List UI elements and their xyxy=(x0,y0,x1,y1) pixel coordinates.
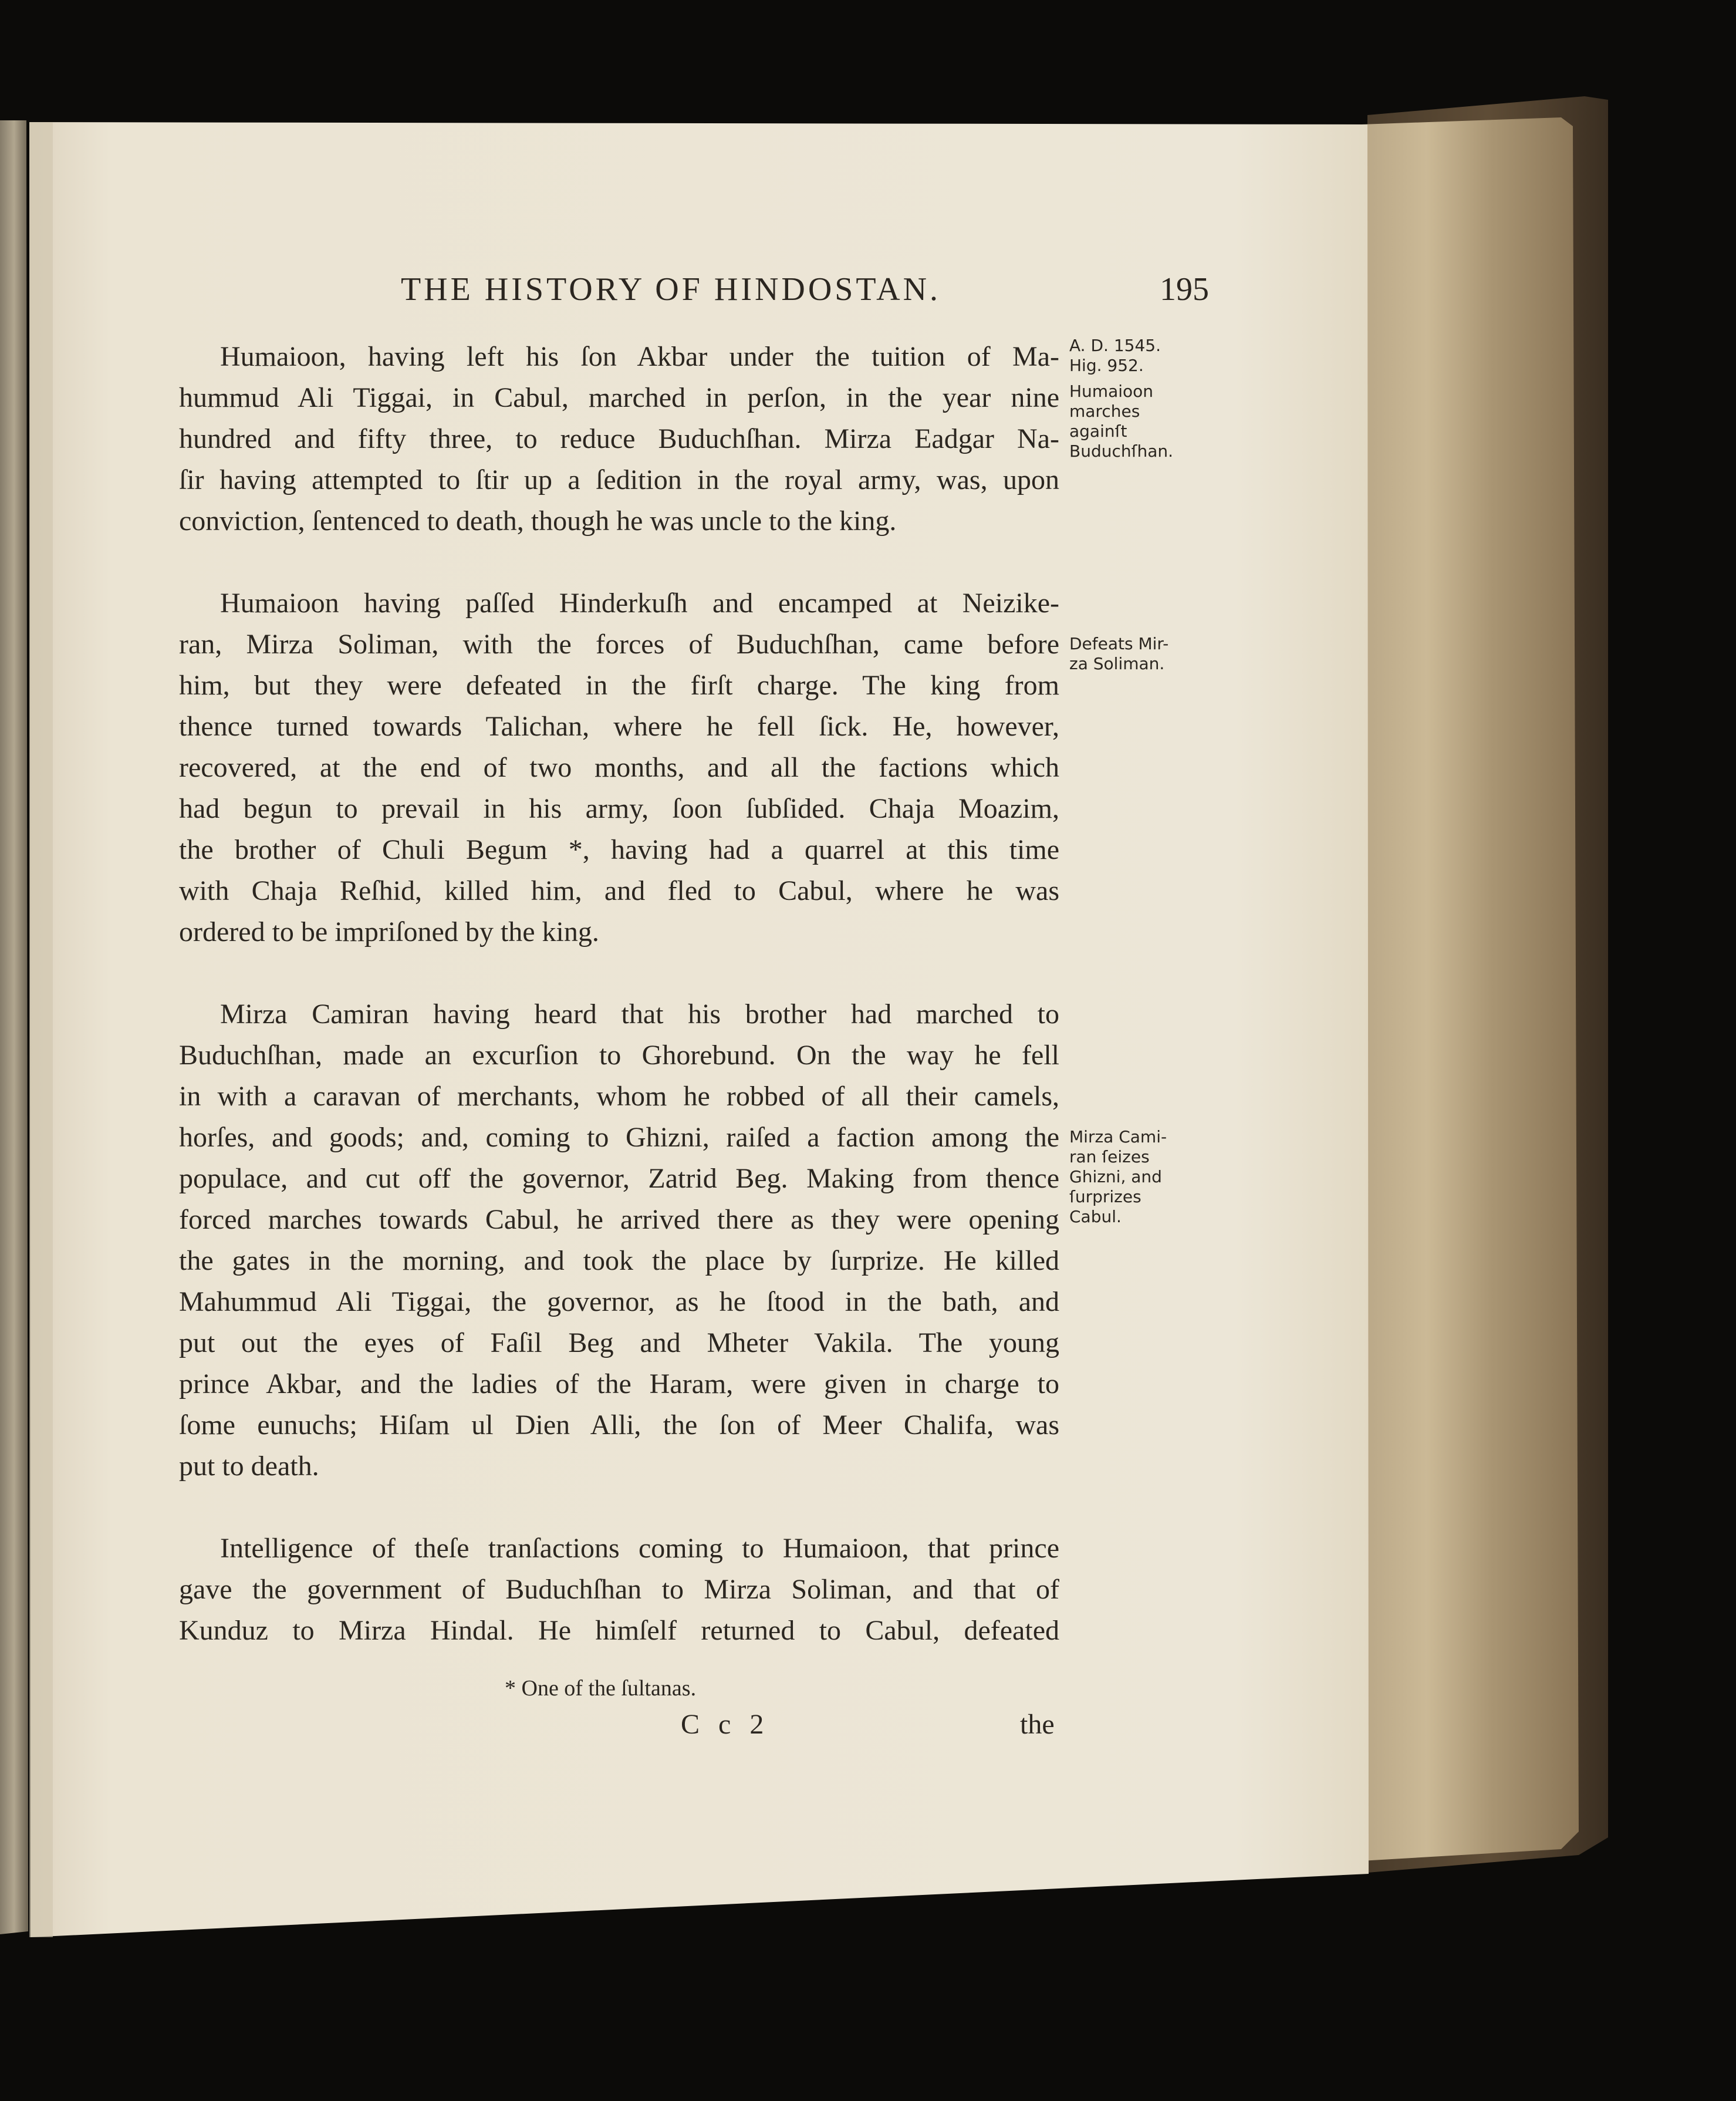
margin-note-line: againſt xyxy=(1069,421,1127,441)
text-line: Mirza Camiran having heard that his brother had marched to xyxy=(220,999,1059,1030)
text-line: Mahummud Ali Tiggai, the governor, as he ſtood in the bath, and xyxy=(179,1286,1059,1317)
text-line: Intelligence of theſe tranſactions coming to Humaioon, that prince xyxy=(220,1533,1059,1564)
text-line: populace, and cut off the governor, Zatrid Beg. Making from thence xyxy=(179,1163,1059,1194)
text-line: forced marches towards Cabul, he arrived there as they were opening xyxy=(179,1204,1059,1235)
signature-mark: C c 2 xyxy=(681,1709,770,1740)
text-line: the gates in the morning, and took the place by ſurprize. He killed xyxy=(179,1245,1059,1276)
margin-note-line: ſurprizes xyxy=(1069,1187,1141,1206)
text-line: prince Akbar, and the ladies of the Haram, were given in charge to xyxy=(179,1368,1059,1399)
margin-note-line: marches xyxy=(1069,402,1140,421)
margin-note-line: Defeats Mir- xyxy=(1069,634,1169,653)
text-line: Buduchſhan, made an excurſion to Ghorebund. On the way he fell xyxy=(179,1040,1059,1071)
text-line: ſir having attempted to ſtir up a ſedition in the royal army, was, upon xyxy=(179,464,1059,495)
text-line: him, but they were defeated in the firſt charge. The king from xyxy=(179,670,1059,701)
text-line: gave the government of Buduchſhan to Mirza Soliman, and that of xyxy=(179,1574,1059,1605)
margin-note-line: Cabul. xyxy=(1069,1207,1122,1226)
margin-note-line: Buduchſhan. xyxy=(1069,441,1174,461)
margin-note-line: ran ſeizes xyxy=(1069,1147,1150,1166)
margin-note-humaioon-marches xyxy=(1069,382,1204,461)
text-line: put to death. xyxy=(179,1451,319,1482)
text-line: Kunduz to Mirza Hindal. He himſelf returned to Cabul, defeated xyxy=(179,1615,1059,1646)
text-line: Humaioon having paſſed Hinderkuſh and encamped at Neizike- xyxy=(220,588,1059,619)
footnote: * One of the ſultanas. xyxy=(505,1676,697,1701)
margin-note-line: Mirza Cami- xyxy=(1069,1127,1167,1146)
margin-note-defeats-soliman xyxy=(1069,634,1204,674)
text-line: hundred and fifty three, to reduce Buduchſhan. Mirza Eadgar Na- xyxy=(179,423,1059,454)
text-line: conviction, ſentenced to death, though he was uncle to the king. xyxy=(179,505,897,537)
text-line: ſome eunuchs; Hiſam ul Dien Alli, the ſon of Meer Chalifa, was xyxy=(179,1409,1059,1441)
text-line: hummud Ali Tiggai, in Cabul, marched in perſon, in the year nine xyxy=(179,382,1059,413)
text-line: in with a caravan of merchants, whom he robbed of all their camels, xyxy=(179,1081,1059,1112)
running-head: THE HISTORY OF HINDOSTAN. xyxy=(400,271,941,308)
text-line: Humaioon, having left his ſon Akbar under the tuition of Ma- xyxy=(220,341,1059,372)
margin-note-line: A. D. 1545. xyxy=(1069,336,1161,355)
margin-note-line: za Soliman. xyxy=(1069,654,1165,673)
text-line: ran, Mirza Soliman, with the forces of Buduchſhan, came before xyxy=(179,629,1059,660)
text-line: ordered to be impriſoned by the king. xyxy=(179,916,599,947)
text-line: thence turned towards Talichan, where he fell ſick. He, however, xyxy=(179,711,1059,742)
text-line: had begun to prevail in his army, ſoon ſubſided. Chaja Moazim, xyxy=(179,793,1059,824)
text-line: with Chaja Reſhid, killed him, and fled to Cabul, where he was xyxy=(179,875,1059,906)
margin-note-line: Hig. 952. xyxy=(1069,356,1144,375)
catchword: the xyxy=(1020,1709,1055,1740)
text-line: horſes, and goods; and, coming to Ghizni, raiſed a faction among the xyxy=(179,1122,1059,1153)
page-number: 195 xyxy=(1160,271,1209,308)
margin-note-line: Humaioon xyxy=(1069,382,1154,401)
text-line: put out the eyes of Faſil Beg and Mheter Vakila. The young xyxy=(179,1327,1059,1358)
text-line: recovered, at the end of two months, and all the factions which xyxy=(179,752,1059,783)
margin-note-camiran-seizes xyxy=(1069,1127,1204,1227)
margin-note-date xyxy=(1069,336,1204,376)
text-line: the brother of Chuli Begum *, having had a quarrel at this time xyxy=(179,834,1059,865)
margin-note-line: Ghizni, and xyxy=(1069,1167,1162,1186)
